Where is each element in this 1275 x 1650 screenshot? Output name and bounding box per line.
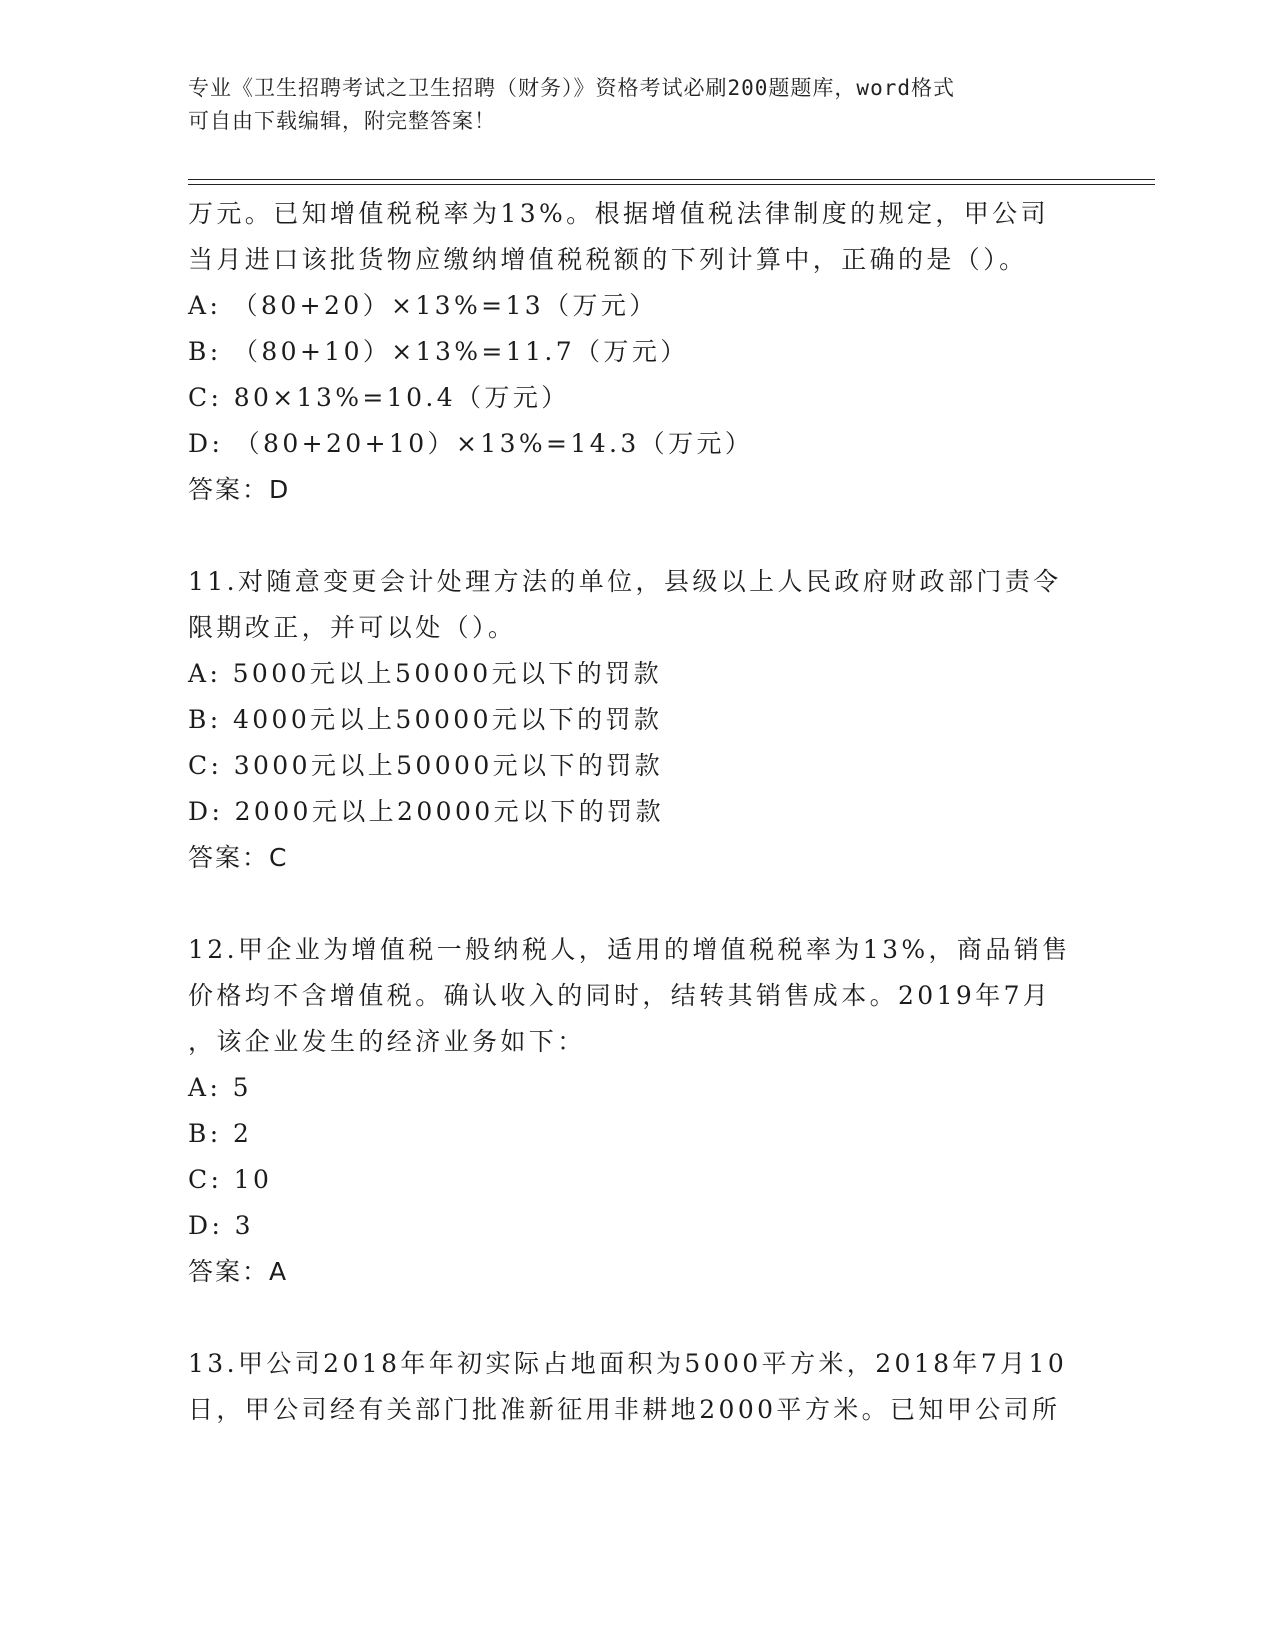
question-text-line: 价格均不含增值税。确认收入的同时，结转其销售成本。2019年7月	[188, 981, 1052, 1010]
answer-line: 答案：D	[188, 475, 291, 504]
question-text-line: 12.甲企业为增值税一般纳税人，适用的增值税税率为13%，商品销售	[188, 935, 1071, 964]
question-text-line: ，该企业发生的经济业务如下：	[188, 1027, 586, 1056]
option-c: C: 3000元以上50000元以下的罚款	[188, 751, 664, 780]
blank-line	[188, 1295, 1088, 1341]
answer-line: 答案：A	[188, 1257, 289, 1286]
option-d: D: 2000元以上20000元以下的罚款	[188, 797, 664, 826]
question-13	[188, 1341, 1088, 1433]
question-10	[188, 191, 1088, 513]
option-b: B: （80+10）×13%=11.7（万元）	[188, 337, 689, 366]
question-text-line: 万元。已知增值税税率为13%。根据增值税法律制度的规定，甲公司	[188, 199, 1049, 228]
document-body	[188, 191, 1088, 1433]
option-b: B: 4000元以上50000元以下的罚款	[188, 705, 663, 734]
header-line-2: 可自由下载编辑，附完整答案！	[188, 109, 496, 133]
question-12	[188, 927, 1088, 1295]
option-a: A: （80+20）×13%=13（万元）	[188, 291, 658, 320]
header-divider-bottom	[188, 184, 1155, 185]
option-a: A: 5000元以上50000元以下的罚款	[188, 659, 662, 688]
question-text-line: 当月进口该批货物应缴纳增值税税额的下列计算中，正确的是（）。	[188, 245, 1028, 274]
option-d: D: （80+20+10）×13%=14.3（万元）	[188, 429, 754, 458]
option-d: D: 3	[188, 1211, 254, 1240]
document-header	[188, 72, 1088, 138]
blank-line	[188, 513, 1088, 559]
question-text-line: 11.对随意变更会计处理方法的单位，县级以上人民政府财政部门责令	[188, 567, 1062, 596]
question-text-line: 限期改正，并可以处（）。	[188, 613, 517, 642]
header-divider-top	[188, 179, 1155, 180]
question-text-line: 13.甲公司2018年年初实际占地面积为5000平方米，2018年7月10	[188, 1349, 1068, 1378]
option-c: C: 10	[188, 1165, 273, 1194]
option-c: C: 80×13%=10.4（万元）	[188, 383, 570, 412]
blank-line	[188, 881, 1088, 927]
question-text-line: 日，甲公司经有关部门批准新征用非耕地2000平方米。已知甲公司所	[188, 1395, 1061, 1424]
header-line-1: 专业《卫生招聘考试之卫生招聘（财务）》资格考试必刷200题题库，word格式	[188, 76, 955, 100]
answer-line: 答案：C	[188, 843, 289, 872]
option-a: A: 5	[188, 1073, 252, 1102]
question-11	[188, 559, 1088, 881]
option-b: B: 2	[188, 1119, 253, 1148]
